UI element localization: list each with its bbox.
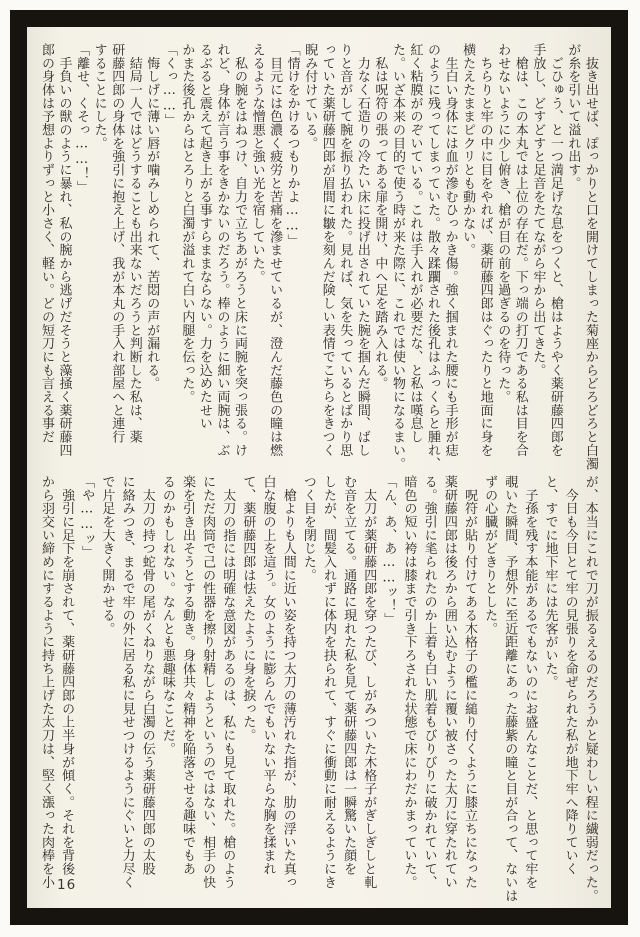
text-column: えるような憎悪と強い光を宿していた。	[249, 43, 265, 284]
text-column: わせないように少し俯き、槍が目の前を過ぎるのを待った。	[495, 43, 511, 404]
text-block-bottom	[40, 475, 597, 913]
text-column: 手放し、どすどすと足音をたてながら牢から出てきた。	[530, 43, 546, 377]
text-column: ずの心臓がどきりとした。	[482, 475, 498, 636]
text-column: て、薬研藤四郎は怯えたように身を捩った。	[240, 475, 256, 742]
text-column: た。いざ本来の目的で使う時が来た際に、これでは使い物になるまい。	[389, 43, 405, 471]
text-column: 太刀の指には明確な意図があるのは、私にも見て取れた。槍のよう	[220, 475, 236, 889]
text-column: 研藤四郎の身体を強引に抱え上げ、我が本丸の手入れ部屋へと連行	[109, 43, 125, 444]
text-column: で片足を大きく開かせる。	[99, 475, 115, 636]
text-column: から羽交い締めにするように持ち上げた太刀は、堅く漲った肉棒を小	[39, 475, 54, 889]
text-column: 睨み付けている。	[302, 43, 318, 150]
text-column: れど、身体が言う事をきかないのだろう。棒のように細い両腕は、ぶ	[214, 43, 230, 457]
text-column: が糸を引いて溢れ出す。	[565, 43, 581, 190]
text-column: 悔しげに薄い唇が噛みしめられて、苦悶の声が漏れる。	[144, 43, 160, 391]
text-column: が、本当にこれで刀が振るえるのだろうかと疑わしい程に繊弱だった。	[582, 475, 598, 903]
text-column: 抜き出せば、ぽっかりと口を開けてしまった菊座からどろどろと白濁	[582, 43, 598, 471]
text-column: む音を立てる。通路に現れた私を見て薬研藤四郎は一瞬驚いた顔を	[341, 475, 357, 876]
text-column: 槍よりも人間に近い姿を持つ太刀の薄汚れた指が、肋の浮いた真っ	[280, 475, 296, 889]
text-column: 呪符が貼り付けてある木格子の檻に縋り付くように膝立ちになった	[461, 475, 477, 889]
text-column: 横たえたままピクリとも動かない。	[460, 43, 476, 257]
text-column: 力なく石造りの冷たい床に投げ出されていた腕を掴んだ瞬間、ばし	[354, 43, 370, 457]
text-column: 太刀が薬研藤四郎を穿つたび、しがみついた木格子がぎしぎしと軋	[361, 475, 377, 889]
text-column: 暗色の短い袴は膝まで引き下ろされた状態で床にわだかまっていた。	[401, 475, 417, 889]
text-column: したが、間髪入れずに体内を抉られて、すぐに衝動に耐えるようにき	[320, 475, 336, 889]
text-column: 「情けをかけるつもりかよ……」	[284, 43, 300, 248]
text-column: 白な腹の上を這う。女のように膨らんでもいない平らな胸を揉まれ	[260, 475, 276, 876]
text-column: る。強引に毟られたのか上着も白い肌着もびりびりに破かれていて、	[421, 475, 437, 889]
text-column: することにした。	[91, 43, 107, 150]
text-column: かまた後孔からはとろりと白濁が溢れて白い内腿を伝った。	[179, 43, 195, 404]
text-column: 結局一人ではどうすることも出来ないだろうと判断した私は、薬	[126, 43, 142, 444]
text-column: 覗いた瞬間、予想外に至近距離にあった藤紫の瞳と目が合って、ないは	[502, 475, 518, 903]
text-column: りと音がして腕を振り払われた。見れば、気を失っているとばかり思	[337, 43, 353, 457]
text-column: 「ん、あ、あ……ッ！」	[381, 475, 397, 626]
text-column: にただ肉筒で己の性器を擦り射精しようというのではない、相手の快	[200, 475, 216, 889]
text-column: るぶると震えて起き上がる事すらままならない。力を込めたせい	[196, 43, 212, 431]
text-column: ちらりと牢の中に目をやれば、薬研藤四郎はぐったりと地面に身を	[477, 43, 493, 457]
text-column: 「離せ、くそっ……！」	[74, 43, 90, 194]
text-column: と、すでに地下牢には先客がいた。	[542, 475, 558, 689]
page-border-frame	[10, 10, 628, 925]
text-block-top	[40, 43, 597, 473]
text-column: 生白い身体には血が滲むひっかき傷。強く掴まれた腰にも手形が痣	[442, 43, 458, 457]
text-column: 太刀の持つ蛇骨の尾がくねりながら白濁の伝う薬研藤四郎の太股	[139, 475, 155, 876]
text-column: 私の腕をはねつけ、自力で立ちあがろうと床に両腕を突っ張る。け	[232, 43, 248, 457]
text-column: 郎の身体は予想よりずっと小さく、軽い。どの短刀にも言える事だ	[39, 43, 54, 444]
text-column: 手負いの獣のように暴れ、私の腕から逃げだそうと藻掻く薬研藤四	[56, 43, 72, 457]
text-column: 子孫を残す本能があるでもないのにお盛んなことだ、と思って牢を	[522, 475, 538, 889]
text-column: っていた薬研藤四郎が眉間に皺を刻んだ険しい表情でこちらをきつく	[319, 43, 335, 457]
text-column: のように残ってしまっていた。散々蹂躙された後孔はふっくらと腫れ、	[425, 43, 441, 471]
text-column: 薬研藤四郎は後ろから囲い込むように覆い被さった太刀に穿たれてい	[441, 475, 457, 889]
text-column: 楽を引き出そうとする動き。身体共々精神を陥落させる趣味でもあ	[179, 475, 195, 876]
text-column: 強引に足下を崩されて、薬研藤四郎の上半身が傾く。それを背後	[59, 475, 75, 876]
page-number: 16	[57, 877, 77, 893]
paper-area	[27, 27, 611, 908]
text-column: 槍は、この本丸では上位の存在だ。下っ端の打刀である私は目を合	[512, 43, 528, 457]
text-column: ごひゅう、と一つ満足げな息をつくと、槍はようやく薬研藤四郎を	[547, 43, 563, 457]
text-column: つく目を閉じた。	[300, 475, 316, 582]
text-column: 今日も今日とて牢の見張りを命ぜられた私が地下牢へ降りていく	[562, 475, 578, 876]
text-column: 紅く粘膜がのぞいている。これは手入れが必要だな、と私は嘆息し	[407, 43, 423, 444]
text-column: 「や……ッ」	[79, 475, 95, 560]
text-column: に絡みつき、まるで牢の外に居る私に見せつけるようにぐいと力尽く	[119, 475, 135, 889]
text-column: 「くっ……」	[161, 43, 177, 128]
text-column: 目元には色濃く疲労と苦痛を滲ませているが、澄んだ藤色の瞳は燃	[267, 43, 283, 457]
text-column: 私は呪符の張ってある扉を開け、中へ足を踏み入れる。	[372, 43, 388, 391]
text-column: るのかもしれない。なんとも悪趣味なことだ。	[159, 475, 175, 756]
